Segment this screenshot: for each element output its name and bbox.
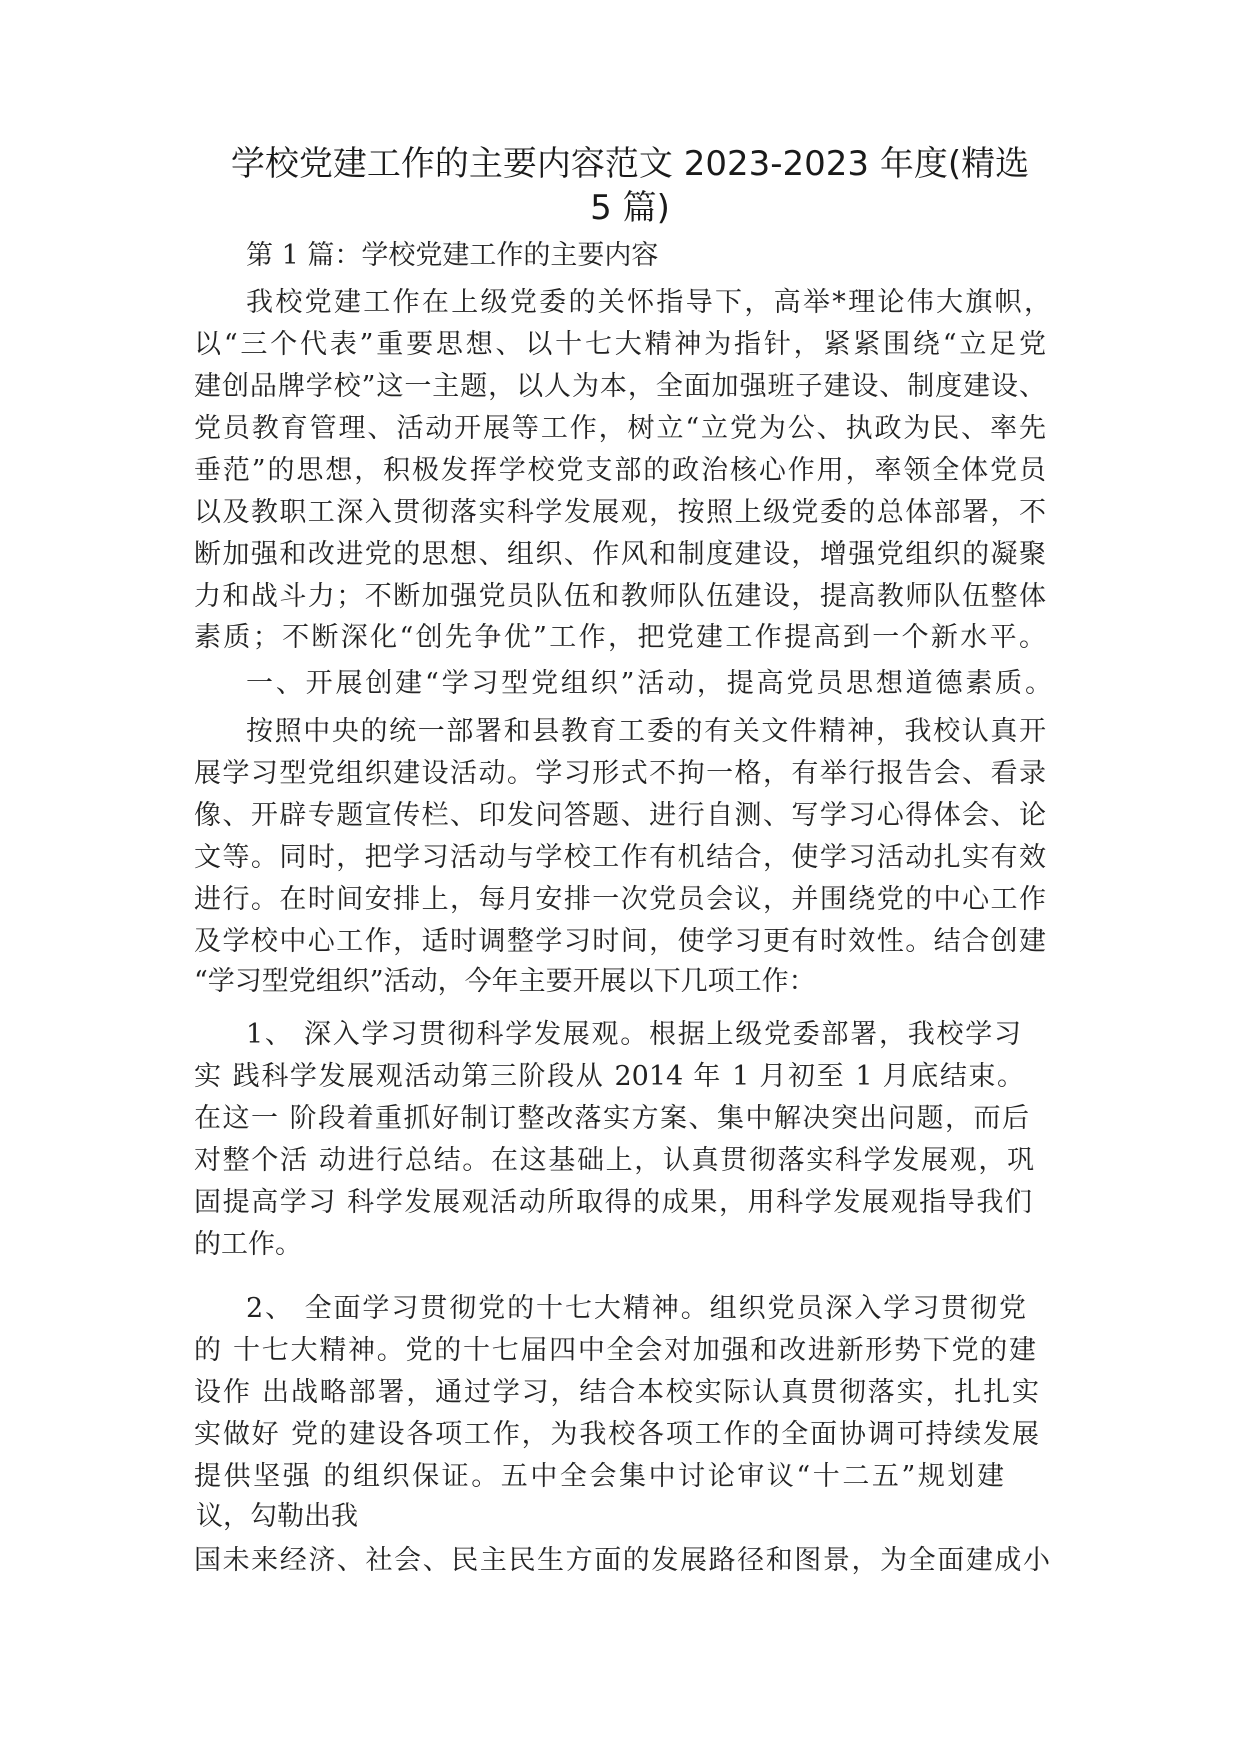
item1-line: 1、 深入学习贯彻科学发展观。根据上级党委部署，我校学习 bbox=[246, 1019, 1021, 1050]
item2-line: 提供坚强 的组织保证。五中全会集中讨论审议“十二五”规划建 bbox=[194, 1461, 1004, 1492]
item1-line: 在这一 阶段着重抓好制订整改落实方案、集中解决突出问题，而后 bbox=[194, 1103, 1029, 1134]
paragraph1-line: 我校党建工作在上级党委的关怀指导下，高举*理论伟大旗帜， bbox=[246, 287, 1051, 318]
document-title-line-1: 学校党建工作的主要内容范文 2023-2023 年度(精选 bbox=[230, 144, 1030, 184]
item1-line: 对整个活 动进行总结。在这基础上，认真贯彻落实科学发展观，巩 bbox=[194, 1145, 1034, 1176]
paragraph2-line: 像、开辟专题宣传栏、印发问答题、进行自测、写学习心得体会、论 bbox=[194, 800, 1046, 831]
item2-line: 的 十七大精神。党的十七届四中全会对加强和改进新形势下党的建 bbox=[194, 1335, 1036, 1366]
paragraph1-line: 素质；不断深化“创先争优”工作，把党建工作提高到一个新水平。 bbox=[194, 622, 1046, 653]
paragraph2-line: 按照中央的统一部署和县教育工委的有关文件精神，我校认真开 bbox=[246, 716, 1046, 747]
paragraph1-line: 以“三个代表”重要思想、以十七大精神为指针，紧紧围绕“立足党 bbox=[194, 329, 1046, 360]
paragraph2-line: 文等。同时，把学习活动与学校工作有机结合，使学习活动扎实有效 bbox=[194, 842, 1046, 873]
paragraph2-line: 展学习型党组织建设活动。学习形式不拘一格，有举行报告会、看录 bbox=[194, 758, 1046, 789]
paragraph2-line: 进行。在时间安排上，每月安排一次党员会议，并围绕党的中心工作 bbox=[194, 884, 1046, 915]
item1-line: 固提高学习 科学发展观活动所取得的成果，用科学发展观指导我们 bbox=[194, 1187, 1032, 1218]
item2-line: 议，勾勒出我 bbox=[196, 1501, 358, 1532]
paragraph1-line: 垂范”的思想，积极发挥学校党支部的政治核心作用，率领全体党员 bbox=[194, 455, 1046, 486]
paragraph1-line: 建创品牌学校”这一主题，以人为本，全面加强班子建设、制度建设、 bbox=[194, 371, 1046, 402]
document-title-line-2: 5 篇) bbox=[590, 188, 670, 228]
item1-line: 实 践科学发展观活动第三阶段从 2014 年 1 月初至 1 月底结束。 bbox=[194, 1061, 1024, 1092]
paragraph1-line: 以及教职工深入贯彻落实科学发展观，按照上级党委的总体部署，不 bbox=[194, 497, 1046, 528]
item2-line: 设作 出战略部署，通过学习，结合本校实际认真贯彻落实，扎扎实 bbox=[194, 1377, 1039, 1408]
paragraph1-line: 断加强和改进党的思想、组织、作风和制度建设，增强党组织的凝聚 bbox=[194, 539, 1046, 570]
item1-line: 的工作。 bbox=[194, 1229, 302, 1260]
section-heading: 第 1 篇：学校党建工作的主要内容 bbox=[246, 240, 659, 271]
paragraph1-line: 力和战斗力；不断加强党员队伍和教师队伍建设，提高教师队伍整体 bbox=[194, 581, 1046, 612]
paragraph2-line: “学习型党组织”活动，今年主要开展以下几项工作： bbox=[194, 966, 816, 997]
item2-line: 实做好 党的建设各项工作，为我校各项工作的全面协调可持续发展 bbox=[194, 1419, 1039, 1450]
paragraph1-line: 党员教育管理、活动开展等工作，树立“立党为公、执政为民、率先 bbox=[194, 413, 1046, 444]
last-line: 国未来经济、社会、民主民生方面的发展路径和图景，为全面建成小 bbox=[194, 1545, 1050, 1576]
paragraph2-line: 及学校中心工作，适时调整学习时间，使学习更有时效性。结合创建 bbox=[194, 926, 1046, 957]
subheading-1: 一、开展创建“学习型党组织”活动，提高党员思想道德素质。 bbox=[246, 668, 1052, 699]
item2-line: 2、 全面学习贯彻党的十七大精神。组织党员深入学习贯彻党 bbox=[246, 1293, 1026, 1324]
